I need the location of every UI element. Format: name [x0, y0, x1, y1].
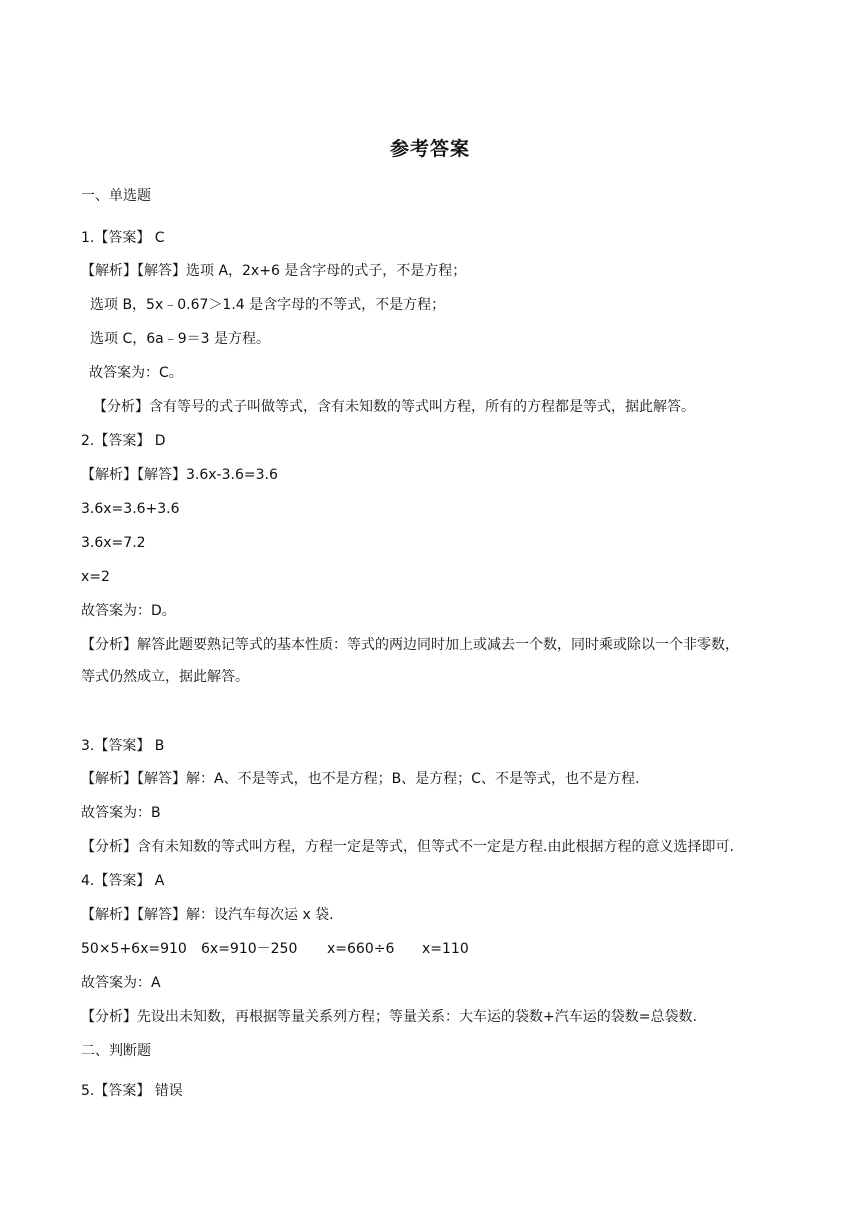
q4-equation-row	[81, 939, 469, 959]
q2-step: 3.6x=3.6+3.6	[81, 501, 180, 517]
q4-conclusion: 故答案为：A	[81, 975, 161, 991]
q5-answer: 5.【答案】 错误	[81, 1083, 183, 1099]
q2-explanation-cont: 等式仍然成立，据此解答。	[81, 669, 249, 685]
q3-analysis-line: 【解析】【解答】解：A、不是等式，也不是方程；B、是方程；C、不是等式，也不是方程.	[81, 771, 640, 787]
q1-analysis-line: 选项 B，5x﹣0.67＞1.4 是含字母的不等式，不是方程；	[90, 297, 446, 313]
q1-analysis-line: 【解析】【解答】选项 A，2x+6 是含字母的式子，不是方程；	[81, 263, 467, 279]
q4-equation: x=110	[422, 941, 469, 957]
q4-equation: 6x=910－250	[201, 941, 298, 957]
q3-explanation: 【分析】含有未知数的等式叫方程，方程一定是等式，但等式不一定是方程.由此根据方程的意义选择即可.	[81, 839, 734, 855]
q3-conclusion: 故答案为：B	[81, 805, 161, 821]
q1-explanation: 【分析】含有等号的式子叫做等式，含有未知数的等式叫方程，所有的方程都是等式，据此解答。	[93, 399, 695, 415]
q2-answer: 2.【答案】 D	[81, 433, 166, 449]
section-heading-true-false: 二、判断题	[81, 1043, 151, 1059]
q4-equation: x=660÷6	[327, 941, 395, 957]
q2-conclusion: 故答案为：D。	[81, 603, 176, 619]
q1-conclusion: 故答案为：C。	[89, 365, 183, 381]
q4-answer: 4.【答案】 A	[81, 873, 165, 889]
q1-answer: 1.【答案】 C	[81, 230, 165, 246]
q2-step: 3.6x=7.2	[81, 535, 146, 551]
q1-analysis-line: 选项 C，6a﹣9＝3 是方程。	[90, 331, 270, 347]
q2-explanation: 【分析】解答此题要熟记等式的基本性质：等式的两边同时加上或减去一个数，同时乘或除以一个非零数，	[81, 637, 739, 653]
q3-answer: 3.【答案】 B	[81, 738, 165, 754]
q4-analysis-line: 【解析】【解答】解：设汽车每次运 x 袋.	[81, 907, 334, 923]
q2-step: x=2	[81, 569, 110, 585]
q4-equation: 50×5+6x=910	[81, 941, 187, 957]
section-heading-single-choice: 一、单选题	[81, 188, 151, 204]
q2-analysis-line: 【解析】【解答】3.6x-3.6=3.6	[81, 467, 278, 483]
q4-explanation: 【分析】先设出未知数，再根据等量关系列方程；等量关系：大车运的袋数+汽车运的袋数=总袋数.	[81, 1009, 697, 1025]
page-title: 参考答案	[389, 138, 470, 160]
